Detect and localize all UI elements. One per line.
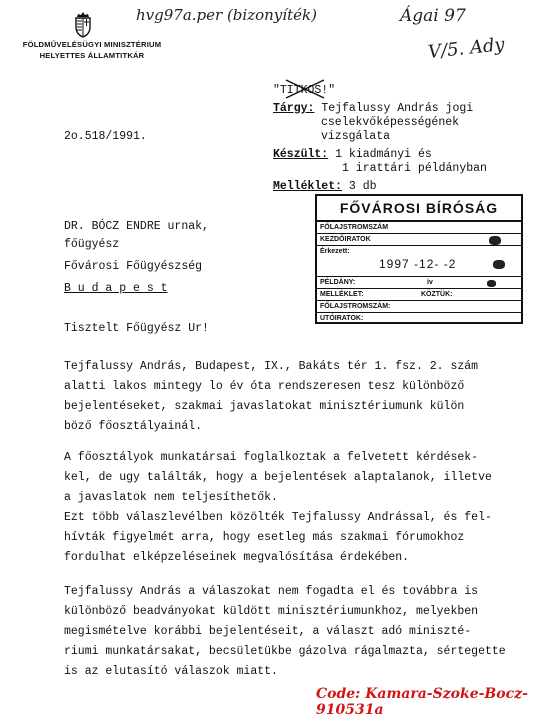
paragraph-2 <box>64 448 534 568</box>
stamp-sheets-label: ív <box>427 279 433 286</box>
paragraph-line: alatti lakos mintegy lo év óta rendszeresen tesz különböző <box>64 380 465 393</box>
stamp-followup-label: UTÓIRATOK: <box>320 315 364 322</box>
handwritten-note-top: hvg97a.per (bizonyíték) <box>136 6 317 24</box>
stamp-title: FŐVÁROSI BÍRÓSÁG <box>317 196 521 222</box>
subject-line-1: Tejfalussy András jogi <box>321 102 474 115</box>
ministry-header <box>2 39 182 61</box>
recipient-block <box>64 218 209 298</box>
salutation: Tisztelt Főügyész Ur! <box>64 322 209 335</box>
paragraph-line: különböző beadványokat küldött minisztériumunkhoz, melyekben <box>64 605 479 618</box>
subject-block <box>273 102 473 116</box>
recipient-title: főügyész <box>64 238 120 251</box>
stamp-among-label: KÖZTÜK: <box>421 291 453 298</box>
paragraph-line: kel, de ugy találták, hogy a bejelentések alaptalanok, illetve <box>64 471 492 484</box>
recipient-office: Fővárosi Főügyészség <box>64 260 203 273</box>
coat-of-arms-icon <box>72 10 94 38</box>
ministry-name: FÖLDMŰVELÉSÜGYI MINISZTÉRIUM <box>22 40 162 49</box>
ink-smudge <box>493 260 505 269</box>
subject-line-3: vizsgálata <box>321 130 391 143</box>
made-label: Készült: <box>273 148 329 161</box>
paragraph-line: Tejfalussy András a válaszokat nem fogadta el és továbbra is <box>64 585 479 598</box>
paragraph-1 <box>64 357 534 437</box>
paragraph-line: bejelentéseket, szakmai javaslatokat minisztériumunk külön <box>64 400 465 413</box>
stamp-row-attachment <box>317 289 521 301</box>
stamp-initial-docs-label: KEZDŐIRATOK <box>320 236 371 243</box>
stamp-row-main-number-2 <box>317 301 521 313</box>
subject-line-2: cselekvőképességének <box>321 116 460 129</box>
stamp-attachment-label: MELLÉKLET: <box>320 291 364 298</box>
ink-smudge <box>489 236 501 245</box>
stamp-date: 1997 -12- -2 <box>379 257 457 271</box>
attachment-block <box>273 180 377 194</box>
ministry-subtitle: HELYETTES ÁLLAMTITKÁR <box>39 51 145 60</box>
paragraph-line: Ezt több válaszlevélben közölték Tejfalussy Andrással, és fel- <box>64 511 492 524</box>
paragraph-line: is az elutasító válaszok miatt. <box>64 665 278 678</box>
secret-label: "TITKOS!" <box>273 84 336 97</box>
stamp-row-received <box>317 246 521 277</box>
ink-smudge <box>487 280 496 287</box>
paragraph-line: Tejfalussy András, Budapest, IX., Bakáts tér 1. fsz. 2. szám <box>64 360 479 373</box>
stamp-row-followup <box>317 313 521 324</box>
stamp-main-number-2-label: FŐLAJSTROMSZÁM: <box>320 303 391 310</box>
handwritten-note-right: Ágai 97 <box>400 6 466 26</box>
stamp-copies-label: PÉLDÁNY: <box>320 279 356 286</box>
strike-mark <box>284 78 326 100</box>
reference-number: 2o.518/1991. <box>64 130 147 143</box>
paragraph-line: fordulhat elképzeléseinek megvalósítása érdekében. <box>64 551 410 564</box>
subject-label: Tárgy: <box>273 102 315 115</box>
stamp-row-main-number <box>317 222 521 234</box>
recipient-name: DR. BÓCZ ENDRE urnak, <box>64 220 209 233</box>
handwritten-note-right-2: V/5. Ady <box>427 34 506 63</box>
attachment-label: Melléklet: <box>273 180 343 193</box>
paragraph-line: böző főosztályainál. <box>64 420 203 433</box>
document-code: Code: Kamara-Szoke-Bocz-910531a <box>316 686 528 718</box>
paragraph-line: megismételve korábbi bejelentéseit, a választ adó miniszté- <box>64 625 472 638</box>
made-line-1: 1 kiadmányi és <box>335 148 432 161</box>
stamp-main-number-label: FŐLAJSTROMSZÁM <box>320 224 389 231</box>
attachment-value: 3 db <box>348 180 377 193</box>
paragraph-line: riumi munkatársakat, becsületükbe gázolva rágalmazta, sértegette <box>64 645 506 658</box>
paragraph-line: A főosztályok munkatársai foglalkoztak a felvetett kérdések- <box>64 451 479 464</box>
paragraph-line: hívták figyelmét arra, hogy esetleg más szakmai fórumokhoz <box>64 531 465 544</box>
paragraph-3 <box>64 582 534 682</box>
court-received-stamp <box>315 194 523 324</box>
paragraph-line: a javaslatok nem teljesíthetők. <box>64 491 278 504</box>
stamp-received-label: Érkezett: <box>320 248 350 255</box>
made-block <box>273 148 432 162</box>
recipient-city: B u d a p e s t <box>64 282 168 295</box>
made-line-2: 1 irattári példányban <box>342 162 487 175</box>
